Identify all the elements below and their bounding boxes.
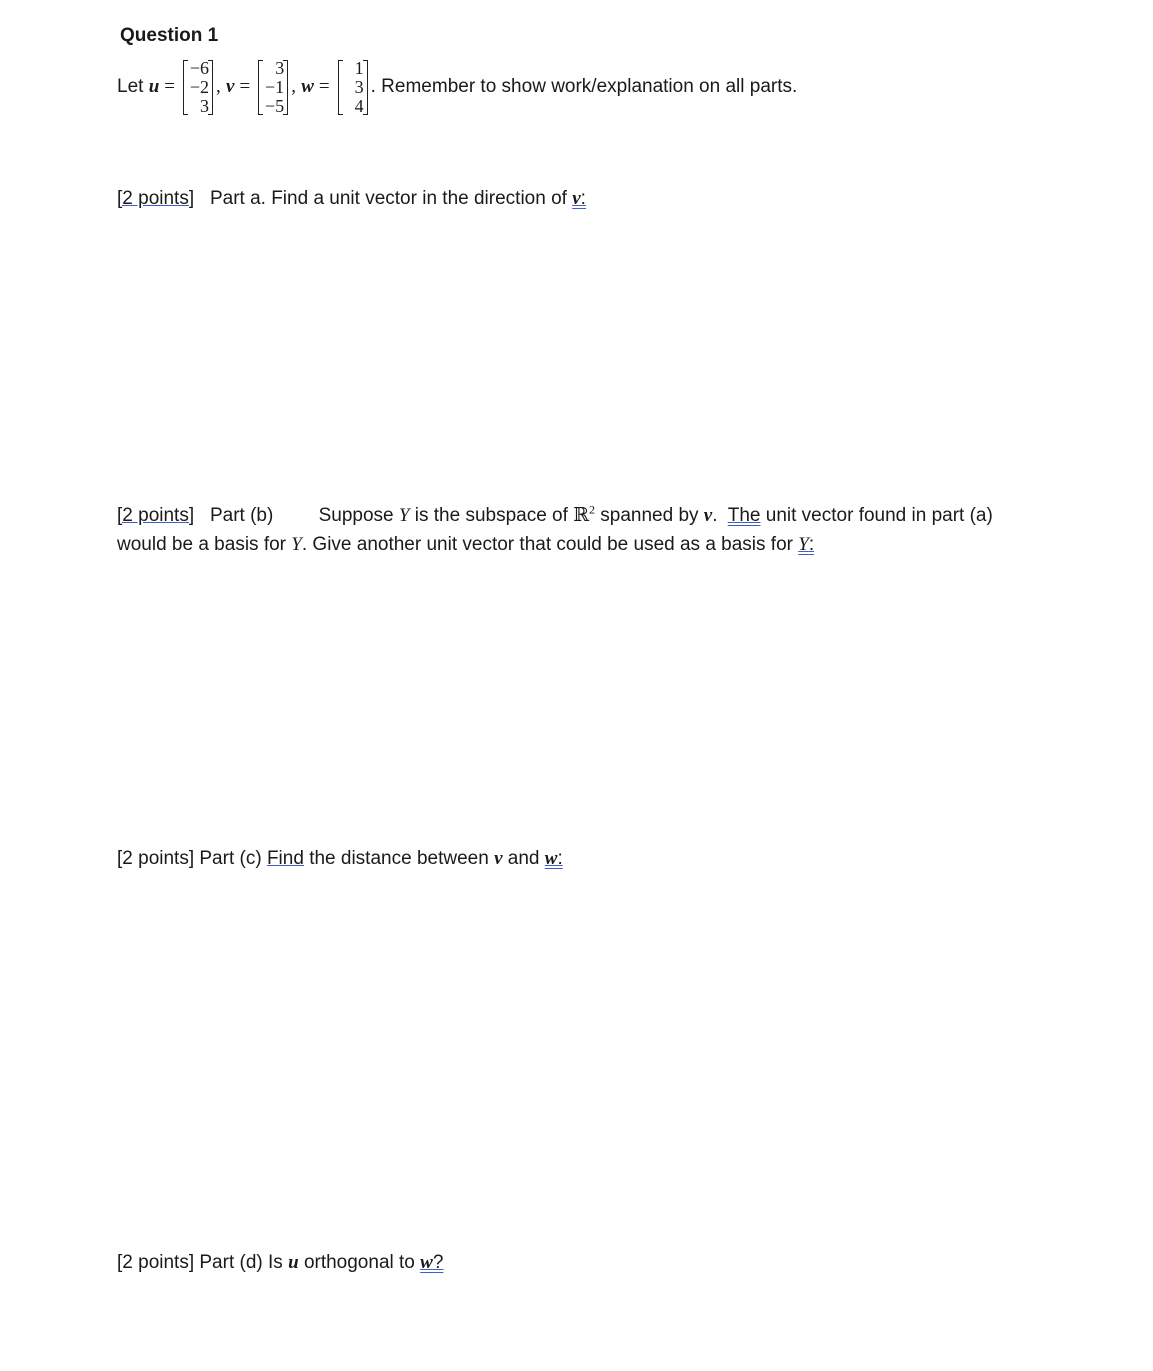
real-space-symbol [573, 502, 595, 526]
w-entry: 1 [354, 57, 364, 78]
v-entry: −5 [265, 95, 285, 116]
part-a-text: Part a. Find a unit vector in the direction of [209, 188, 567, 209]
v-entry: −1 [265, 76, 285, 97]
part-c-points: [2 points] Part (c) [117, 848, 262, 869]
part-a-prompt [117, 188, 586, 210]
w-symbol: w [544, 848, 558, 869]
Y-symbol: Y [798, 534, 809, 555]
part-b-var [798, 534, 814, 555]
part-b-points: [2 points] [117, 505, 195, 526]
part-c-var [545, 848, 563, 869]
w-symbol: w [301, 76, 314, 97]
comma: , [291, 76, 296, 97]
question-title: Question 1 [120, 25, 219, 46]
part-d-var [420, 1252, 443, 1273]
question-mark: ? [432, 1252, 444, 1273]
part-a-var [572, 188, 586, 209]
part-b-prompt-line1 [117, 504, 993, 527]
the-word: The [727, 505, 761, 526]
equals-sign: = [318, 76, 330, 97]
vector-v [258, 59, 288, 116]
vector-definitions [117, 52, 797, 122]
v-symbol: v [226, 76, 235, 97]
vector-w [338, 59, 368, 116]
equals-sign: = [164, 76, 175, 97]
part-b-text1: Suppose [318, 505, 394, 526]
part-b-text2: is the subspace of [414, 505, 568, 526]
part-c-prompt [117, 848, 563, 870]
v-symbol: v [494, 848, 503, 869]
v-symbol: v [703, 505, 713, 526]
part-d-text: [2 points] Part (d) Is [117, 1252, 283, 1273]
part-b-prompt-line2 [117, 534, 814, 556]
reminder-text: . Remember to show work/explanation on all parts. [370, 76, 798, 97]
exponent: 2 [588, 502, 595, 517]
let-label: Let [117, 76, 144, 97]
comma: , [216, 76, 221, 97]
u-symbol: u [148, 76, 160, 97]
vector-u [183, 59, 213, 116]
u-entry: −6 [189, 57, 209, 78]
part-a-points: [2 points] [117, 188, 195, 209]
w-entry: 4 [354, 95, 364, 116]
u-entry: 3 [200, 95, 209, 116]
v-symbol: v [572, 188, 581, 209]
R-symbol: ℝ [573, 505, 589, 526]
period: . [712, 505, 718, 526]
u-entry: −2 [189, 76, 209, 97]
find-word: Find [266, 848, 304, 869]
v-entry: 3 [275, 57, 285, 78]
w-symbol: w [420, 1252, 433, 1273]
part-b-label: Part (b) [209, 505, 274, 526]
colon: : [557, 848, 563, 869]
Y-symbol: Y [291, 534, 302, 555]
u-symbol: u [288, 1252, 299, 1273]
and-word: and [507, 848, 540, 869]
equals-sign: = [239, 76, 251, 97]
part-c-text: the distance between [309, 848, 489, 869]
Y-symbol: Y [398, 505, 410, 526]
w-entry: 3 [354, 76, 364, 97]
colon: : [580, 188, 586, 209]
colon: : [808, 534, 815, 555]
part-d-prompt [117, 1252, 443, 1274]
part-b-line2-b: . Give another unit vector that could be used as a basis for [301, 534, 793, 555]
part-b-text3: spanned by [600, 505, 699, 526]
part-b-line2-a: would be a basis for [117, 534, 286, 555]
part-b-text4: unit vector found in part (a) [765, 505, 993, 526]
part-d-text2: orthogonal to [303, 1252, 415, 1273]
